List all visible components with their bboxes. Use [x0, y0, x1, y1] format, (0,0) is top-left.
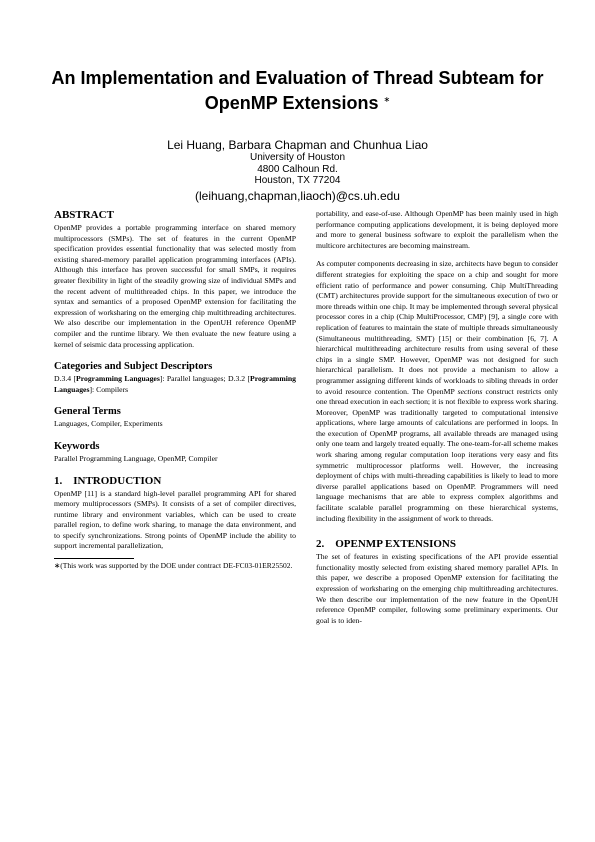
affiliation-line-3: Houston, TX 77204 [254, 175, 341, 186]
footnote-text: ∗(This work was supported by the DOE under contract DE-FC03-01ER25502. [54, 561, 293, 571]
author-email: (leihuang,chapman,liaoch)@cs.uh.edu [195, 188, 400, 203]
cmt-paragraph-part-1: As computer components decreasing in size, architects have begun to consider different strategies for exploiting the space on a chip and sought for more efficient ratio of performance and power consuming. Chip MultiThreading (CMT) architectures provide support for the simultaneous execution of two or more threads within one chip. It may be implemented through several physical processor cores in a chip (Chip MultiProcessor, CMP) [9], a single core with replication of features to maintain the state of multiple threads simultaneously (Simultaneous multithreading, SMT) [15] or their combination [6, 7]. A hierarchical multithreading architecture results from using several of these chips in a single SMP. However, OpenMP was not designed for such hierarchical parallelism. It does not provide a mechanism to allow a programmer assigning different kinds of workloads to sibling threads in order to avoid resource contention. The OpenMP [316, 259, 558, 396]
footnote-rule [54, 558, 134, 559]
cmt-paragraph [316, 259, 558, 524]
openmp-extensions-text: The set of features in existing specifications of the API provide essential functionality mostly selected from existing shared memory parallel APIs. In this paper, we describe a proposed OpenMP extension for facilitating the expression of worksharing on the emerging chip multithreading architectures. We then describe our implementation of the new feature in the OpenUH reference OpenMP compiler, following some preliminary experiments. Our goal is to iden- [316, 552, 558, 625]
category-rest-1: ]: Parallel languages; D.3.2 [159, 374, 246, 384]
categories-text [54, 374, 296, 395]
categories-heading: Categories and Subject Descriptors [54, 361, 213, 373]
author-block [40, 138, 555, 204]
intro-continued-paragraph: portability, and ease-of-use. Although OpenMP has been mainly used in high performance computing applications development, it is being deployed more and more to general business software to exploit the parallelism when the multicore architectures are becoming mainstream. [316, 209, 558, 250]
general-terms-heading: General Terms [54, 406, 121, 418]
affiliation-line-2: 4800 Calhoun Rd. [257, 163, 338, 175]
keywords-text: Parallel Programming Language, OpenMP, Compiler [54, 453, 218, 463]
abstract-heading: ABSTRACT [54, 209, 114, 221]
right-column [316, 209, 558, 626]
category-code: D.3.4 [ [54, 374, 77, 384]
introduction-heading: 1. INTRODUCTION [54, 474, 162, 487]
keywords-heading: Keywords [54, 440, 100, 452]
general-terms-text: Languages, Compiler, Experiments [54, 419, 163, 429]
sections-keyword: sections [457, 386, 483, 396]
category-name-1: Programming Languages [76, 374, 160, 384]
category-name-2: Programming Languages [54, 374, 296, 394]
openmp-extensions-heading: 2. OPENMP EXTENSIONS [316, 538, 456, 551]
paper-title [40, 68, 555, 114]
left-column [54, 209, 296, 571]
title-footnote-mark: ∗ [383, 95, 391, 104]
affiliation-line-1: University of Houston [249, 152, 346, 163]
category-rest-2: ]: Compilers [89, 384, 129, 394]
category-open-2: [ [247, 374, 251, 384]
cmt-paragraph-part-2: construct restricts only one thread execution in each section; it is not flexible to express work sharing. Moreover, OpenMP was traditionally targeted to computational intensive applications, where large amounts of calculations are performed in loops. In the execution of OpenMP programs, all available threads are managed using only one team and largely treated equally. The one-team-for-all scheme makes work sharing among regular computation loop iterations very easy and fits symmetric multiprocessor platforms well. However, the increasing deployment of chips with multi-threading capabilities is likely to lead to more diverse parallel applications based on OpenMP. Programmers will need language mechanisms that are able to express complex algorithms and facilitate scalable parallel programming on these hierarchical systems, including flexibility in the assignment of work to threads. [316, 386, 558, 523]
abstract-text: OpenMP provides a portable programming interface on shared memory multiprocessors (SMPs). The set of features in the current OpenMP specification provides essential functionality that was selected mostly from existing shared-memory parallel application programming interfaces (APIs). Although this interface has proven successful for small SMPs, it requires greater flexibility in light of the steadily growing size of individual SMPs and the recent advent of multithreaded chips. In this paper, we introduce the syntax and semantics of a proposed OpenMP extension for facilitating the expression of worksharing on the emerging chip multithreading architectures. We also describe our implementation in the OpenUH reference OpenMP compiler and the runtime library. We then evaluate the new feature using a kernel of seismic data processing application. [54, 223, 296, 349]
introduction-text: OpenMP [11] is a standard high-level parallel programming API for shared memory multiprocessors (SMPs). It consists of a set of compiler directives, runtime library and environment variables, which can be used to create parallel region, to define work sharing, to manage the data environment, and to specify synchronizations. Strong points of OpenMP include the ability to support incremental parallelization, [54, 488, 296, 551]
author-names: Lei Huang, Barbara Chapman and Chunhua Liao [167, 138, 428, 152]
paper-title-text: An Implementation and Evaluation of Thread Subteam for OpenMP Extensions [51, 68, 544, 113]
